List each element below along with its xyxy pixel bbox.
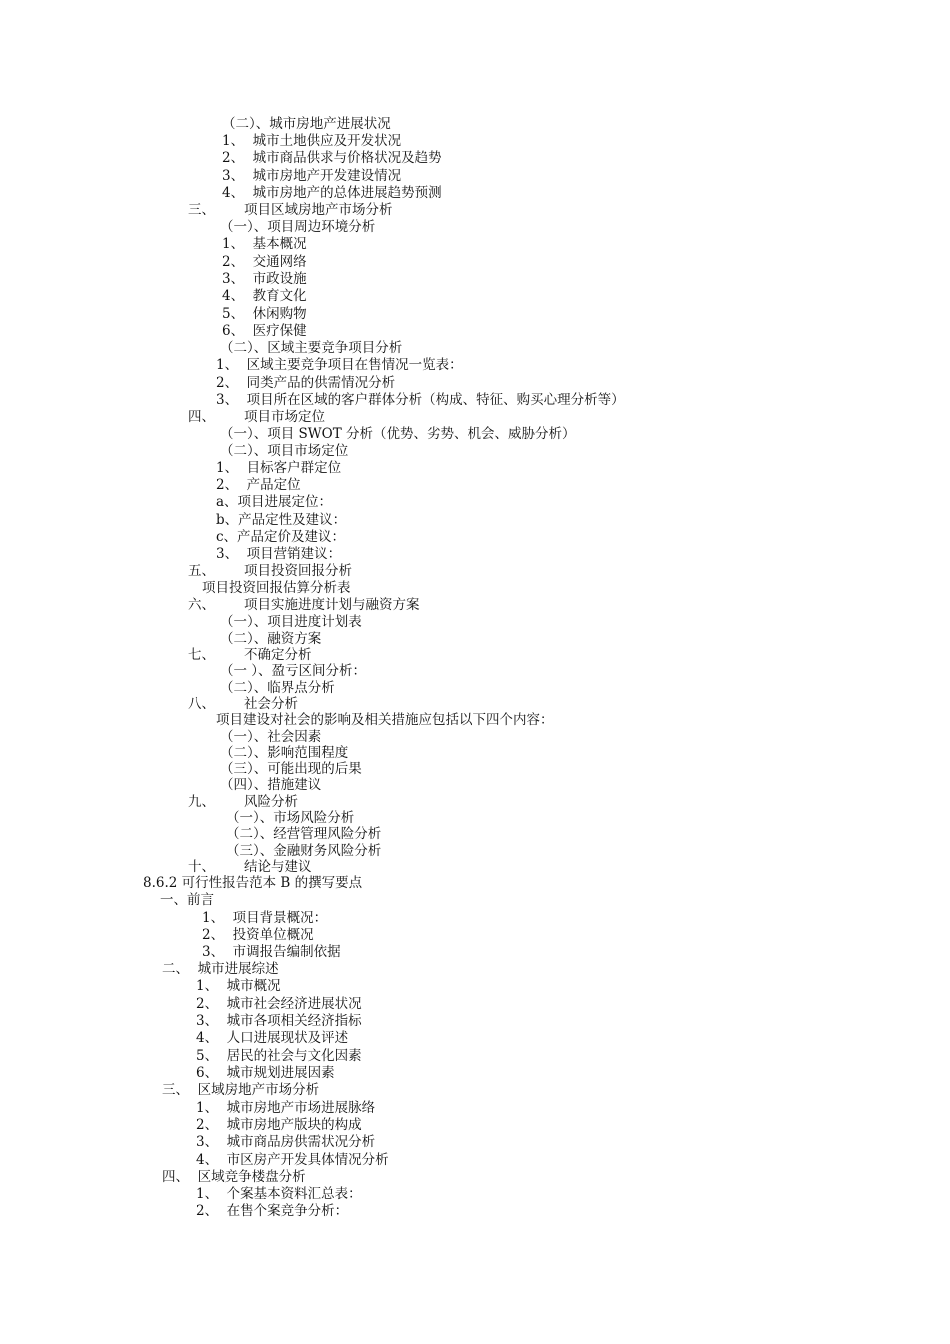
section-heading: 项目市场定位 (244, 409, 325, 425)
section-heading: 项目投资回报分析 (244, 563, 352, 579)
list-item: 3、 市政设施 (222, 271, 307, 287)
section-number: 九、 (188, 794, 215, 810)
list-item: 3、 城市商品房供需状况分析 (196, 1134, 376, 1150)
subsection-heading: （一）、社会因素 (220, 729, 322, 745)
section-number: 八、 (188, 696, 215, 712)
list-item: 1、 目标客户群定位 (216, 460, 342, 476)
section-heading: 社会分析 (244, 696, 298, 712)
section-heading: 二、 城市进展综述 (162, 961, 279, 977)
list-item: 4、 人口进展现状及评述 (196, 1030, 349, 1046)
subsection-heading: （三）、可能出现的后果 (220, 761, 362, 777)
list-item: 2、 产品定位 (216, 477, 301, 493)
section-heading: 风险分析 (244, 794, 298, 810)
section-heading: 不确定分析 (244, 647, 312, 663)
section-number: 三、 (188, 202, 215, 218)
subsection-heading: （一）、项目进度计划表 (220, 614, 362, 630)
list-item: 1、 个案基本资料汇总表： (196, 1186, 362, 1202)
list-item: 2、 城市社会经济进展状况 (196, 996, 362, 1012)
subsection-heading: （二）、项目市场定位 (220, 443, 349, 459)
section-number: 四、 (188, 409, 215, 425)
section-number: 六、 (188, 597, 215, 613)
subsection-heading: （二）、区域主要竞争项目分析 (220, 340, 403, 356)
chapter-heading: 8.6.2 可行性报告范本 B 的撰写要点 (143, 875, 363, 891)
list-item: 1、 城市房地产市场进展脉络 (196, 1100, 376, 1116)
paragraph: 项目建设对社会的影响及相关措施应包括以下四个内容： (216, 712, 554, 728)
subsection-heading: （二）、城市房地产进展状况 (222, 116, 391, 132)
subsection-heading: （二）、融资方案 (220, 631, 322, 647)
list-item: a、项目进展定位： (216, 494, 333, 510)
subsection-heading: （四）、措施建议 (220, 777, 322, 793)
subsection-heading: （一）、项目 SWOT 分析（优势、劣势、机会、威胁分析） (220, 426, 576, 442)
list-item: 5、 居民的社会与文化因素 (196, 1048, 362, 1064)
list-item: 2、 交通网络 (222, 254, 307, 270)
subsection-heading: （二）、经营管理风险分析 (226, 826, 382, 842)
list-item: 5、 休闲购物 (222, 306, 307, 322)
list-item: 3、 项目所在区域的客户群体分析（构成、特征、购买心理分析等） (216, 392, 625, 408)
list-item: 3、 项目营销建议： (216, 546, 342, 562)
list-item: c、产品定价及建议： (216, 529, 346, 545)
list-item: 项目投资回报估算分析表 (202, 580, 351, 596)
section-heading: 四、 区域竞争楼盘分析 (162, 1169, 306, 1185)
list-item: 3、 城市各项相关经济指标 (196, 1013, 362, 1029)
list-item: 2、 在售个案竞争分析： (196, 1203, 349, 1219)
list-item: 2、 同类产品的供需情况分析 (216, 375, 396, 391)
list-item: 1、 区域主要竞争项目在售情况一览表： (216, 357, 463, 373)
list-item: b、产品定性及建议： (216, 512, 347, 528)
subsection-heading: （二）、临界点分析 (220, 680, 335, 696)
list-item: 1、 项目背景概况： (202, 910, 328, 926)
section-heading: 项目实施进度计划与融资方案 (244, 597, 420, 613)
subsection-heading: （三）、金融财务风险分析 (226, 843, 382, 859)
list-item: 3、 市调报告编制依据 (202, 944, 341, 960)
section-number: 五、 (188, 563, 215, 579)
list-item: 4、 城市房地产的总体进展趋势预测 (222, 185, 442, 201)
section-heading: 项目区域房地产市场分析 (244, 202, 393, 218)
section-number: 十、 (188, 859, 215, 875)
subsection-heading: （一）、项目周边环境分析 (220, 219, 376, 235)
list-item: 3、 城市房地产开发建设情况 (222, 168, 402, 184)
list-item: 6、 城市规划进展因素 (196, 1065, 335, 1081)
section-heading: 三、 区域房地产市场分析 (162, 1082, 320, 1098)
list-item: 2、 投资单位概况 (202, 927, 314, 943)
list-item: 4、 市区房产开发具体情况分析 (196, 1152, 389, 1168)
list-item: 4、 教育文化 (222, 288, 307, 304)
subsection-heading: （二）、影响范围程度 (220, 745, 349, 761)
list-item: 2、 城市商品供求与价格状况及趋势 (222, 150, 442, 166)
section-heading: 一、前言 (160, 892, 214, 908)
list-item: 2、 城市房地产版块的构成 (196, 1117, 362, 1133)
subsection-heading: （一）、市场风险分析 (226, 810, 355, 826)
list-item: 1、 城市概况 (196, 978, 281, 994)
list-item: 1、 城市土地供应及开发状况 (222, 133, 402, 149)
list-item: 6、 医疗保健 (222, 323, 307, 339)
list-item: 1、 基本概况 (222, 236, 307, 252)
section-heading: 结论与建议 (244, 859, 312, 875)
section-number: 七、 (188, 647, 215, 663)
subsection-heading: （一 ）、盈亏区间分析： (220, 663, 367, 679)
